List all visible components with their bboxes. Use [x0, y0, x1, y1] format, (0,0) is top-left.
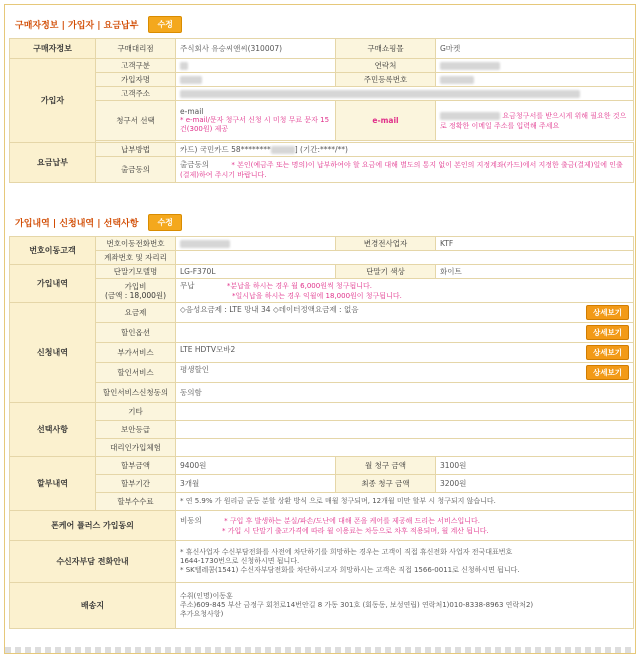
discount-agree-label: 할인서비스신청동의: [96, 383, 176, 403]
customer-type-label: 고객구분: [96, 59, 176, 73]
prev-carrier-label: 변경전사업자: [336, 237, 436, 251]
addon-label: 부가서비스: [96, 343, 176, 363]
delivery-line3: 추가요청사항): [180, 610, 224, 618]
account-label: 계좌번호 및 자리리: [96, 251, 176, 265]
receiver-line1: * 휴신사업자 수신부담전화를 사전에 차단하기를 희망하는 경우는 고객이 직접 휴신전화 사업자 전국대표번호: [180, 548, 513, 556]
bill-note: * e-mail/문자 청구서 신청 시 미청 무료 문자 15건(300원) 제공: [180, 116, 330, 133]
color-value: 화이트: [436, 265, 634, 279]
subscriber-name-label: 가입자명: [96, 73, 176, 87]
section-join-title: 가입내역 | 신청내역 | 선택사항: [15, 218, 139, 229]
bill-select-value: e-mail: [180, 107, 204, 116]
join-table: [9, 236, 634, 629]
receiver-line2: 1644-1730번으로 신청하시면 됩니다.: [180, 557, 300, 565]
withdraw-agree-label: 출금동의: [96, 157, 176, 183]
address-label: 고객주소: [96, 87, 176, 101]
join-fee-value: 무납: [180, 280, 195, 290]
payment-method-tail: ] (기간:****/**): [294, 145, 348, 154]
email-note: 요금청구서를 받으시게 위해 필요한 것으로 정확한 이메일 주소를 입력해 주세요: [440, 111, 627, 130]
dealer-value: 주식회사 유승씨앤씨(310007): [176, 39, 336, 59]
installment-fee-note: * 연 5.9% 가 원리금 균등 분할 상환 방식 으로 매월 청구되며, 12개월 미만 할부 시 청구되지 않습니다.: [176, 493, 634, 511]
installment-cat: 할부내역: [10, 457, 96, 511]
section-join-header: [15, 213, 182, 231]
final-bill-label: 최종 청구 금액: [336, 475, 436, 493]
withdraw-agree-value: 출금동의: [180, 159, 209, 169]
care-note1: * 구입 후 발생하는 분실/파손/도난에 대해 폰을 케어를 제공해 드리는 서비스입니다.: [224, 516, 480, 525]
section-buyer-header: [15, 15, 182, 33]
join-cat: 가입내역: [10, 265, 96, 303]
discount-service-detail-button[interactable]: 상세보기: [586, 365, 629, 380]
final-bill-value: 3200원: [436, 475, 634, 493]
payment-method-value: 카드) 국민카드 58********: [180, 145, 271, 154]
monthly-bill-label: 월 청구 금액: [336, 457, 436, 475]
buyer-cat: 구매자정보: [10, 39, 96, 59]
bill-select-label: 청구서 선택: [96, 101, 176, 141]
discount-option-detail-button[interactable]: 상세보기: [586, 325, 629, 340]
prev-carrier-value: KTF: [436, 237, 634, 251]
discount-service-value: 평생할인: [180, 365, 209, 374]
color-label: 단말기 색상: [336, 265, 436, 279]
addon-detail-button[interactable]: 상세보기: [586, 345, 629, 360]
monthly-bill-value: 3100원: [436, 457, 634, 475]
mall-value: G마켓: [436, 39, 634, 59]
receiver-cat: 수신자부담 전화안내: [10, 541, 176, 583]
payment-cat: 요금납부: [10, 143, 96, 183]
insurance-label: 보안등급: [96, 421, 176, 439]
payment-method-label: 납부방법: [96, 143, 176, 157]
discount-agree-value: 동의함: [176, 383, 634, 403]
edit-join-button[interactable]: 수정: [148, 214, 181, 231]
withdraw-agree-note: * 본인(예금주 또는 명의)이 납부하여야 할 요금에 대해 별도의 통지 없이 본인의 지정계좌(카드)에서 지정한 출금(결제)일에 인출(결제)하여 주시기 바랍니다.: [180, 160, 623, 179]
contact-label: 연락처: [336, 59, 436, 73]
buyer-table: [9, 38, 634, 183]
delivery-line1: 수취(인명)이동훈: [180, 592, 233, 600]
discount-option-label: 할인옵션: [96, 323, 176, 343]
installment-amount-label: 할부금액: [96, 457, 176, 475]
edit-buyer-button[interactable]: 수정: [148, 16, 181, 33]
discount-service-label: 할인서비스: [96, 363, 176, 383]
rrn-label: 주민등록번호: [336, 73, 436, 87]
addon-value: LTE HDTV모바2: [180, 345, 236, 354]
join-fee-label: 가입비: [124, 281, 147, 291]
subscriber-cat: 가입자: [10, 59, 96, 143]
etc-label: 기타: [96, 403, 176, 421]
email-label: e-mail: [336, 101, 436, 141]
care-note2: * 가입 시 단말기 출고가격에 따라 월 이용료는 차등으로 차후 적용되며, 월 계산 됩니다.: [222, 526, 489, 535]
plan-label: 요금제: [96, 303, 176, 323]
join-fee-note2: *일시납을 하시는 경우 익월에 18,000원이 청구됩니다.: [232, 291, 402, 300]
installment-amount-value: 9400원: [176, 457, 336, 475]
join-fee-sub: (금액 : 18,000원): [104, 290, 167, 300]
section-buyer-title: 구매자정보 | 가입자 | 요금납부: [15, 20, 139, 31]
delivery-line2: 주소)609-845 부산 금정구 회천로14번안길 8 가동 301호 (회동동, 보성연립) 연락처1)010-8338-8963 연락처2): [180, 601, 534, 609]
model-value: LG-F370L: [176, 265, 336, 279]
plan-value: ◇음성요금제 : LTE 망내 34 ◇데이터정액요금제 : 없음: [180, 305, 359, 314]
plan-detail-button[interactable]: 상세보기: [586, 305, 629, 320]
apply-cat: 신청내역: [10, 303, 96, 403]
order-detail-frame: [4, 4, 636, 654]
porting-number-label: 번호이동전화번호: [96, 237, 176, 251]
cut-edge: [5, 647, 635, 653]
care-cat: 폰케어 플러스 가입동의: [10, 511, 176, 541]
model-label: 단말기모델명: [96, 265, 176, 279]
join-fee-note1: *분납을 하시는 경우 월 6,000원씩 청구됩니다.: [226, 281, 372, 290]
receiver-line3: * SK텔레콤(1541) 수신자부담전화를 차단하시고자 희망하시는 고객은 직접 1566-0011로 신청하시면 됩니다.: [180, 566, 520, 574]
porting-cat: 번호이동고객: [10, 237, 96, 265]
options-cat: 선택사항: [10, 403, 96, 457]
installment-fee-label: 할부수수료: [96, 493, 176, 511]
mall-label: 구매쇼핑몰: [336, 39, 436, 59]
delivery-cat: 배송지: [10, 583, 176, 629]
care-value: 비동의: [180, 515, 202, 525]
proxy-label: 대리인가입체험: [96, 439, 176, 457]
dealer-label: 구매대리점: [96, 39, 176, 59]
installment-period-value: 3개월: [176, 475, 336, 493]
installment-period-label: 할부기간: [96, 475, 176, 493]
